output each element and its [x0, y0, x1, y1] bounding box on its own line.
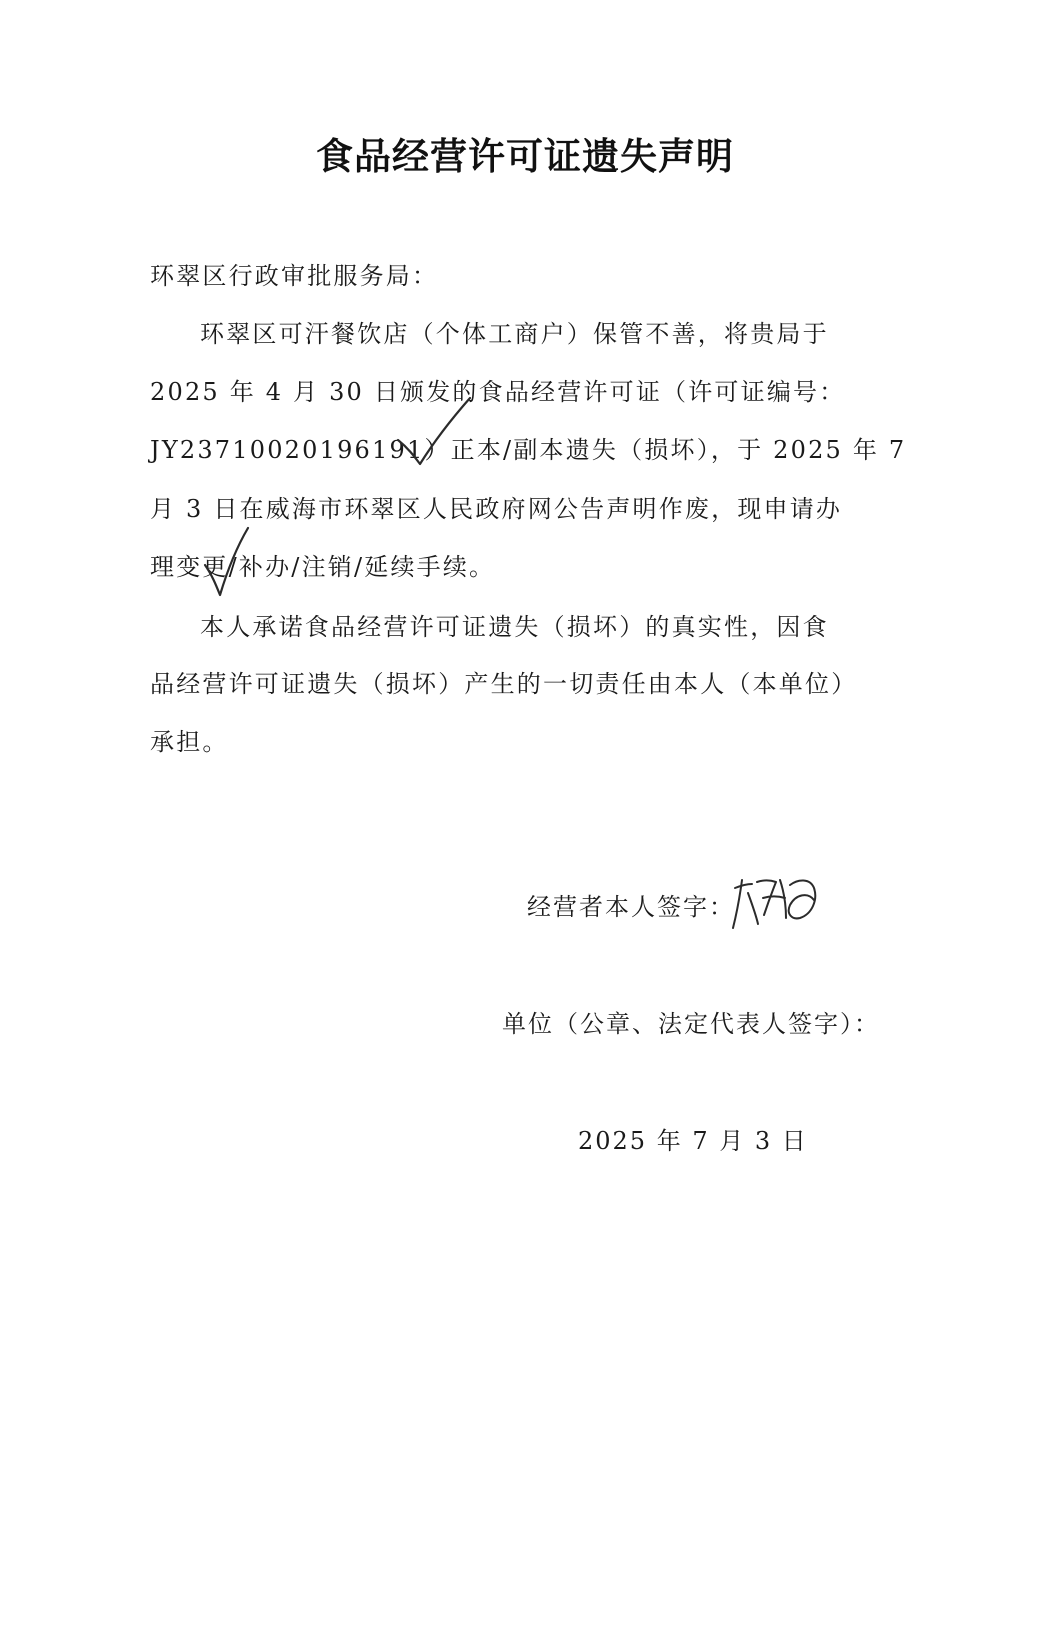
handwritten-signature: [733, 880, 815, 928]
paragraph1-line1: 环翠区可汗餐饮店（个体工商户）保管不善，将贵局于: [200, 320, 829, 348]
paragraph1-line3: JY23710020196191）正本/副本遗失（损坏），于 2025 年 7: [150, 436, 907, 464]
document-date: 2025 年 7 月 3 日: [578, 1127, 808, 1155]
operator-signature-label: 经营者本人签字：: [527, 893, 735, 921]
paragraph1-line4: 月 3 日在威海市环翠区人民政府网公告声明作废，现申请办: [150, 495, 843, 523]
document-title: 食品经营许可证遗失声明: [316, 135, 734, 178]
addressee: 环翠区行政审批服务局：: [150, 262, 439, 290]
paragraph2-line1: 本人承诺食品经营许可证遗失（损坏）的真实性，因食: [200, 613, 829, 641]
paragraph2-line2: 品经营许可证遗失（损坏）产生的一切责任由本人（本单位）: [150, 670, 858, 698]
paragraph1-line2: 2025 年 4 月 30 日颁发的食品经营许可证（许可证编号：: [150, 378, 846, 406]
paragraph2-line3: 承担。: [150, 728, 229, 756]
unit-seal-label: 单位（公章、法定代表人签字）：: [502, 1010, 880, 1038]
paragraph1-line5: 理变更/补办/注销/延续手续。: [150, 553, 496, 581]
